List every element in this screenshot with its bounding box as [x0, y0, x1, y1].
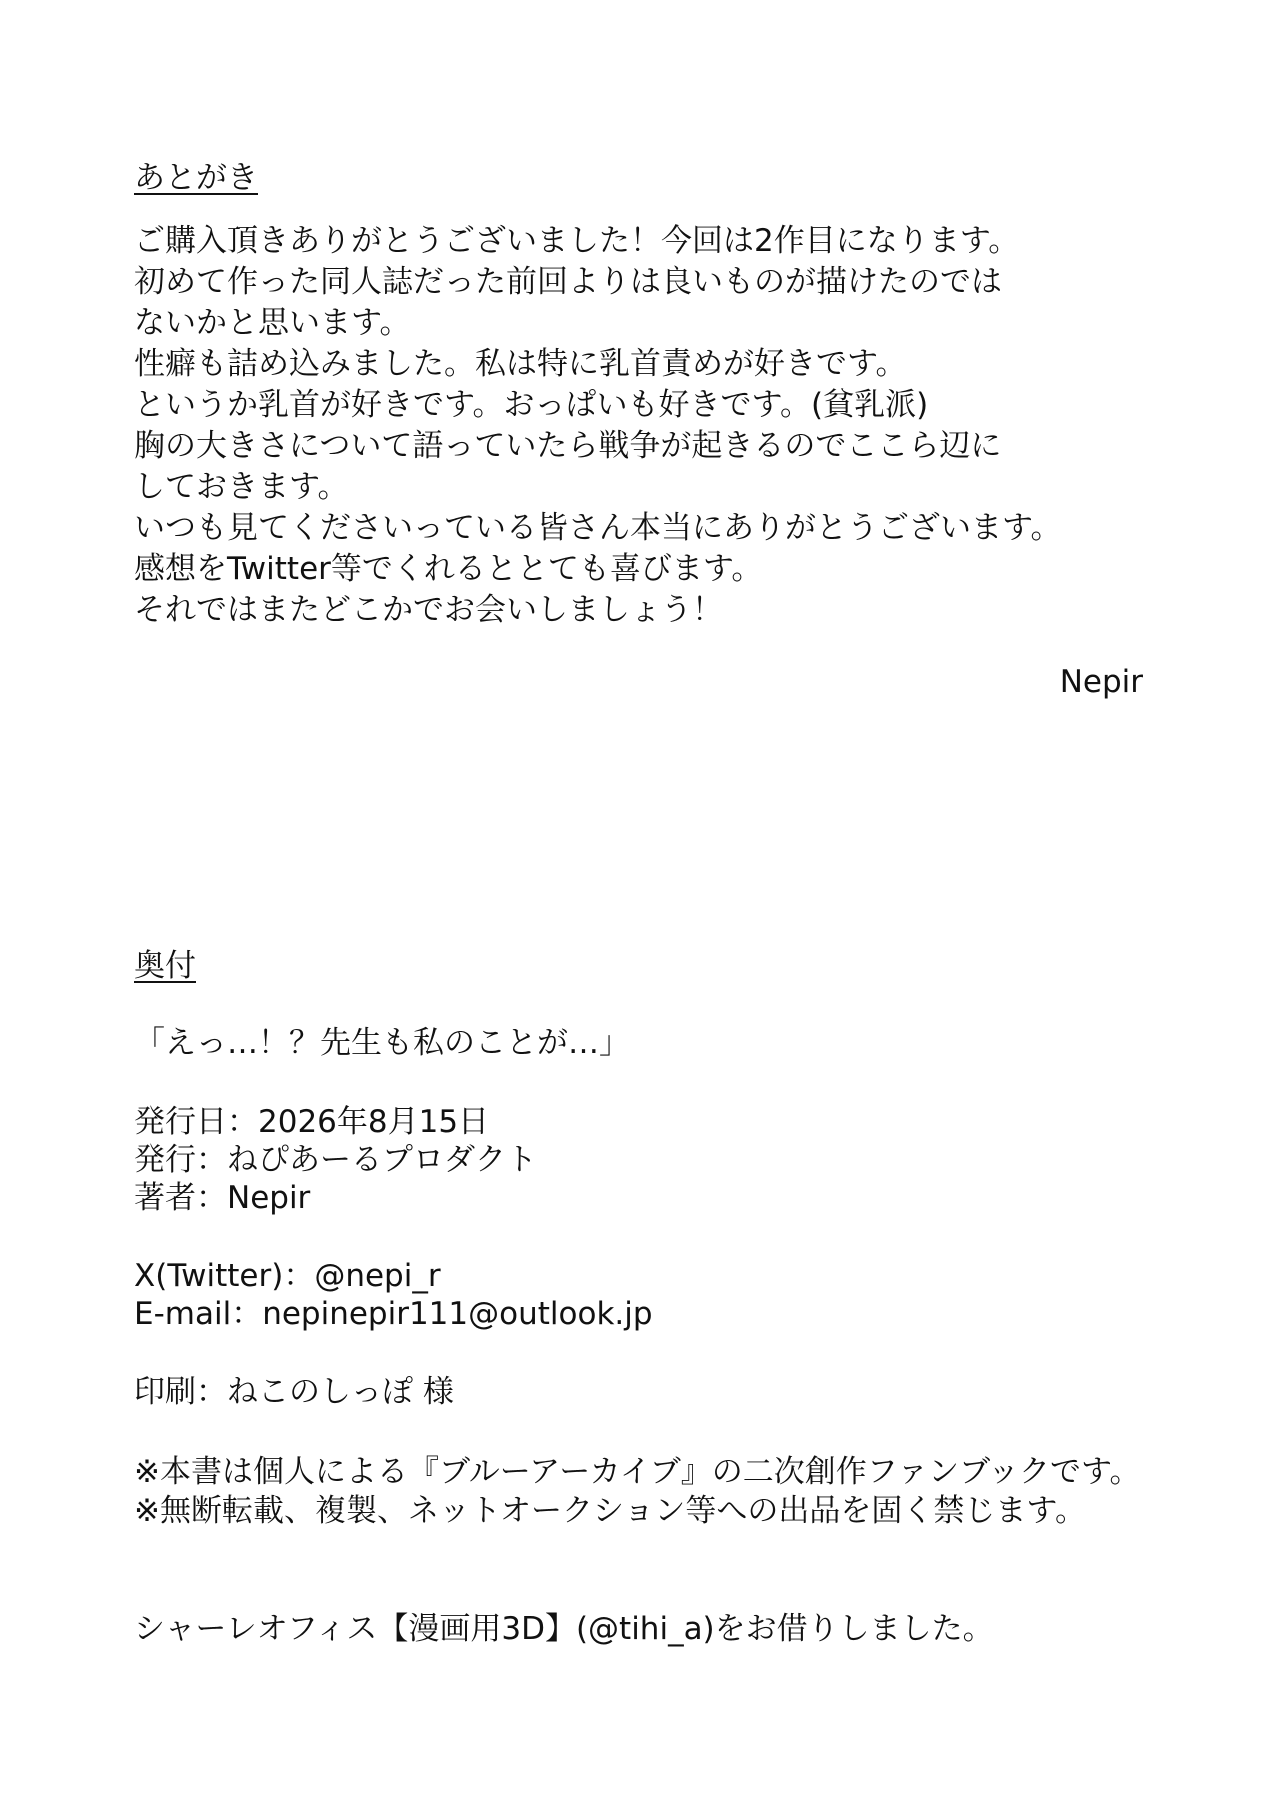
- colophon-note-fanbook: ※本書は個人による『ブルーアーカイブ』の二次創作ファンブックです。: [134, 1454, 1141, 1490]
- afterword-heading: あとがき: [134, 160, 258, 196]
- colophon-note-prohibition: ※無断転載、複製、ネットオークション等への出品を固く禁じます。: [134, 1493, 1086, 1529]
- afterword-line: ご購入頂きありがとうございました！今回は2作目になります。: [134, 223, 1020, 259]
- afterword-line: それではまたどこかでお会いしましょう！: [134, 592, 723, 628]
- colophon-printer: 印刷：ねこのしっぽ 様: [134, 1374, 454, 1410]
- colophon-twitter: X(Twitter)：@nepi_r: [134, 1258, 441, 1294]
- afterword-line: というか乳首が好きです。おっぱいも好きです。(貧乳派): [134, 387, 929, 423]
- colophon-heading: 奥付: [134, 948, 196, 984]
- colophon-date: 発行日：2026年8月15日: [134, 1104, 490, 1140]
- afterword-line: 感想をTwitter等でくれるととても喜びます。: [134, 551, 763, 587]
- colophon-title: 「えっ…！？先生も私のことが…」: [134, 1025, 630, 1061]
- colophon-publisher: 発行：ねぴあーるプロダクト: [134, 1142, 537, 1178]
- colophon-email: E-mail：nepinepir111@outlook.jp: [134, 1296, 653, 1332]
- afterword-line: 初めて作った同人誌だった前回よりは良いものが描けたのでは: [134, 264, 1002, 300]
- afterword-line: しておきます。: [134, 469, 349, 505]
- afterword-signature: Nepir: [1059, 664, 1143, 700]
- afterword-line: 性癖も詰め込みました。私は特に乳首責めが好きです。: [134, 346, 907, 382]
- afterword-line: いつも見てくださいっている皆さん本当にありがとうございます。: [134, 510, 1062, 546]
- colophon-author: 著者：Nepir: [134, 1180, 311, 1216]
- afterword-line: ないかと思います。: [134, 305, 411, 341]
- afterword-body: [134, 221, 1062, 631]
- afterword-line: 胸の大きさについて語っていたら戦争が起きるのでここら辺に: [134, 428, 1002, 464]
- colophon-credit: シャーレオフィス【漫画用3D】(@tihi_a)をお借りしました。: [134, 1611, 994, 1647]
